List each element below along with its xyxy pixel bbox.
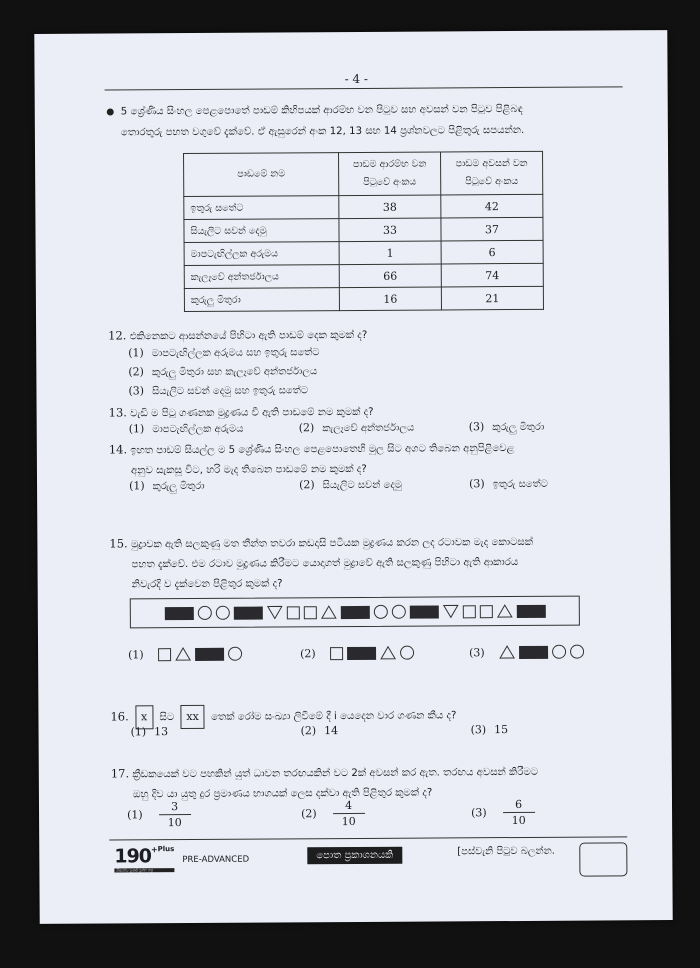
column-header: පාඩමේ නම	[184, 153, 339, 197]
table-row	[184, 240, 543, 265]
column-header: පාඩම ආරම්භ වන පිටුවේ අංකය	[339, 152, 441, 196]
option-number: (2)	[300, 646, 316, 660]
q15-option-3[interactable]	[469, 645, 584, 660]
logo-sub: Plus	[157, 845, 175, 854]
denominator: 10	[167, 816, 182, 830]
fraction-bar	[503, 812, 535, 813]
fraction	[333, 799, 365, 828]
level-label: PRE-ADVANCED	[182, 854, 250, 866]
square-icon	[303, 606, 316, 619]
question-16	[110, 702, 630, 729]
numerator: 6	[515, 797, 523, 812]
option-number: (3)	[128, 384, 145, 398]
footer-rule	[109, 836, 627, 840]
option-text: මාපටැඟිල්ලක අරුමය	[152, 423, 244, 436]
question-text: අනුව සැකසූ විට, හරි මැද තිබෙන පාඩමේ නම කුමක් ද?	[130, 463, 367, 477]
option-text: සියැලිට සවන් දෙමු සහ ඉතුරු සතේට	[152, 385, 309, 398]
option-number: (3)	[468, 420, 485, 434]
logo-number: 190	[114, 845, 152, 868]
option-number: (3)	[470, 723, 487, 737]
question-17	[111, 760, 631, 805]
q13-option-3[interactable]	[469, 420, 545, 433]
brand-logo	[114, 845, 174, 872]
question-15	[109, 530, 629, 595]
start-page: 1	[339, 241, 441, 265]
question-14	[109, 436, 629, 481]
option-text: 15	[494, 723, 509, 737]
option-text: සියැලිට සවන් දෙමු	[322, 479, 402, 492]
roman-box-end: xx	[180, 705, 205, 729]
option-number: (1)	[128, 346, 144, 360]
option-number: (3)	[469, 477, 485, 491]
option-number: (3)	[471, 806, 487, 820]
denominator: 10	[341, 814, 356, 829]
option-number: (2)	[128, 365, 144, 379]
q14-option-1[interactable]	[129, 479, 205, 492]
option-number: (2)	[300, 724, 317, 738]
square-icon	[330, 647, 343, 660]
table-row	[184, 217, 543, 242]
logo-tagline: ශිෂ්‍යත්ව පූර්ණ ප්‍රශ්න පත්‍ර	[114, 868, 174, 872]
end-page: 37	[441, 217, 543, 241]
next-page-note: [පස්වැනි පිටුව බලන්න.	[457, 845, 555, 858]
circle-icon	[228, 647, 242, 661]
question-text: ක්‍රීඩකයෙක් වට පහකින් යුත් ධාවන තරඟයකින් වට 2ක් අවසන් කර ඇත. තරඟය අවසන් කිරීමට	[132, 766, 539, 781]
up-triangle-icon	[320, 605, 336, 619]
square-icon	[479, 605, 492, 618]
header-rule	[105, 86, 623, 90]
q15-option-1[interactable]	[128, 647, 242, 662]
q17-option-2[interactable]	[301, 799, 365, 828]
up-triangle-icon	[496, 604, 512, 618]
question-text: තෙක් රෝම සංඛ්‍යා ලිවීමේ දී i යෙදෙන වාර ගණන කීය ද?	[211, 710, 457, 723]
q14-option-2[interactable]	[299, 478, 402, 492]
bullet-icon	[107, 108, 114, 115]
column-header: පාඩම අවසන් වන පිටුවේ අංකය	[441, 151, 543, 195]
roman-box-start: x	[135, 705, 153, 729]
table-row	[184, 286, 543, 311]
end-page: 42	[441, 194, 543, 218]
table-header-row	[184, 151, 543, 196]
q17-option-1[interactable]	[127, 800, 191, 829]
logo-plus: +	[150, 845, 158, 855]
filled-rect-icon	[519, 645, 548, 658]
start-page: 66	[339, 264, 441, 288]
option-text: 14	[324, 724, 339, 738]
up-triangle-icon	[380, 646, 396, 660]
q16-option-3[interactable]	[471, 723, 509, 736]
question-number: 12.	[108, 328, 127, 343]
lessons-table	[183, 151, 544, 312]
option-text: 13	[154, 725, 169, 739]
option-number: (1)	[130, 725, 147, 739]
question-number: 16.	[110, 709, 129, 724]
square-icon	[286, 606, 299, 619]
option-text: කුරුලු මිතුරා	[152, 480, 205, 493]
circle-icon	[552, 645, 566, 659]
lesson-name: සියැලිට සවන් දෙමු	[184, 219, 339, 243]
q16-option-2[interactable]	[301, 724, 339, 737]
fraction	[159, 800, 191, 829]
q12-option-2[interactable]	[128, 364, 317, 378]
q12-option-3[interactable]	[128, 383, 308, 397]
question-text: වැඩි ම පිටු ගණනක මුද්‍රණය වී ඇති පාඩමේ නම කුමක් ද?	[130, 406, 374, 420]
q17-option-3[interactable]	[471, 798, 535, 827]
option-number: (3)	[469, 645, 485, 659]
question-number: 17.	[110, 766, 130, 781]
option-number: (1)	[128, 647, 144, 661]
option-number: (1)	[127, 808, 143, 822]
circle-icon	[570, 645, 584, 659]
circle-icon	[391, 605, 405, 619]
up-triangle-icon	[499, 645, 515, 659]
option-text: ඉතුරු සතේට	[492, 478, 548, 491]
filled-rect-icon	[195, 647, 224, 660]
question-text: සිට	[159, 712, 175, 724]
circle-icon	[373, 605, 387, 619]
question-number: 15.	[109, 536, 128, 551]
filled-rect-icon	[516, 604, 545, 617]
option-number: (1)	[129, 479, 145, 493]
square-icon	[462, 605, 475, 618]
publisher-badge: පොත ප්‍රකාශනයකි	[307, 847, 402, 865]
option-text: කුරුලු මිතුරා සහ කැලෑවේ අන්තර්ජාලය	[151, 366, 318, 379]
question-text: ඔහු දිව යා යුතු දුර ප්‍රමාණය භාගයක් ලෙස දක්වා ඇති පිළිතුර කුමක් ද?	[132, 787, 433, 801]
down-triangle-icon	[442, 604, 458, 618]
table-row	[184, 194, 543, 219]
filled-rect-icon	[409, 605, 438, 618]
fraction	[503, 798, 535, 827]
exam-page	[34, 30, 672, 924]
end-page: 21	[441, 286, 543, 310]
end-page: 6	[441, 240, 543, 264]
question-text: මුද්‍රාවක ඇති සලකුණු මත තීන්ත තවරා කඩදාසි පටියක මුද්‍රණය කරන ලද රටාවක මැද කොටසක්	[130, 536, 534, 551]
filled-rect-icon	[347, 646, 376, 659]
page-number: - 4 -	[344, 71, 368, 87]
start-page: 33	[339, 218, 441, 242]
lesson-name: ඉතුරු සතේට	[184, 196, 339, 220]
circle-icon	[215, 606, 229, 620]
instructions-line-1: 5 ශ්‍රේණිය සිංහල පෙළපොතේ පාඩම් කිහිපයක් ආරම්භ වන පිටුව සහ අවසන් වන පිටුව පිළිබඳ	[120, 103, 523, 118]
start-page: 16	[339, 287, 441, 311]
lesson-name: මාපටැඟිල්ලක අරුමය	[184, 242, 339, 266]
marks-box	[579, 842, 627, 876]
lesson-name: කුරුලු මිතුරා	[184, 288, 339, 312]
option-number: (2)	[301, 807, 317, 821]
denominator: 10	[511, 813, 526, 828]
q16-option-1[interactable]	[131, 725, 169, 738]
q12-option-1[interactable]	[128, 345, 319, 359]
q15-option-2[interactable]	[300, 646, 414, 661]
question-12	[108, 322, 628, 347]
instructions	[107, 98, 627, 143]
start-page: 38	[339, 195, 441, 219]
up-triangle-icon	[175, 647, 191, 661]
stamp-pattern-strip	[130, 596, 580, 629]
option-text: කැලෑවේ අන්තර්ජාලය	[322, 422, 415, 435]
circle-icon	[197, 606, 211, 620]
end-page: 74	[441, 263, 543, 287]
q13-option-2[interactable]	[299, 421, 415, 435]
q13-option-1[interactable]	[129, 422, 244, 436]
fraction-bar	[159, 814, 191, 815]
fraction-bar	[333, 813, 365, 814]
numerator: 3	[171, 800, 179, 814]
question-text: ඉහත පාඩම් සියල්ල ම 5 ශ්‍රේණිය සිංහල පෙළපොතෙහි මුල සිට අගට තිබෙන අනුපිළිවෙළ	[130, 443, 515, 457]
question-number: 13.	[108, 405, 127, 420]
question-text: පහත දැක්වේ. එම රටාව මුද්‍රණය කිරීමට යොදාගත් මුද්‍රාවේ ඇති සලකුණු පිහිටා ඇති ආකාරය	[131, 556, 519, 571]
table-row	[184, 263, 543, 288]
circle-icon	[400, 646, 414, 660]
q14-option-3[interactable]	[469, 477, 548, 490]
option-number: (2)	[299, 478, 315, 492]
question-number: 14.	[108, 442, 128, 457]
option-number: (1)	[128, 422, 145, 436]
filled-rect-icon	[340, 605, 369, 618]
numerator: 4	[345, 799, 353, 813]
square-icon	[158, 648, 171, 661]
lesson-name: කැලෑවේ අන්තර්ජාලය	[184, 265, 339, 289]
option-text: මාපටැඟිල්ලක අරුමය සහ ඉතුරු සතේට	[151, 347, 320, 360]
question-text: එකිනෙකට ආසන්නයේ පිහිටා ඇති පාඩම් දෙක කුමක් ද?	[129, 329, 368, 343]
filled-rect-icon	[164, 606, 193, 619]
option-text: කුරුලු මිතුරා	[492, 421, 545, 434]
question-text: නිවැරදි ව දැක්වෙන පිළිතුර කුමක් ද?	[131, 578, 283, 591]
option-number: (2)	[298, 421, 315, 435]
filled-rect-icon	[233, 606, 262, 619]
down-triangle-icon	[266, 605, 282, 619]
instructions-line-2: තොරතුරු පහත වගුවේ දැක්වේ. ඒ ඇසුරෙන් අංක 12, 13 සහ 14 ප්‍රශ්නවලට පිළිතුරු සපයන්න.	[120, 124, 525, 139]
